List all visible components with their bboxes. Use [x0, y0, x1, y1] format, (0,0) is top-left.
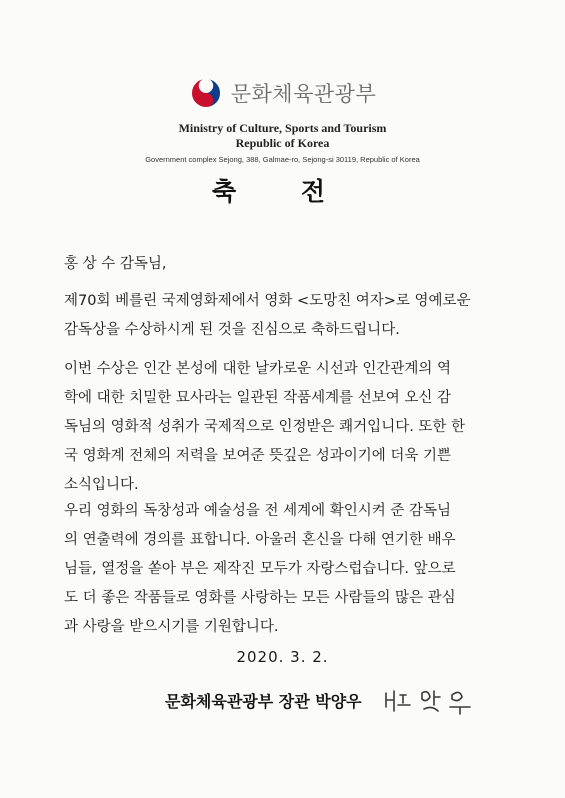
handwritten-signature	[380, 683, 480, 717]
paragraph-line: 소식입니다.	[64, 477, 139, 493]
paragraph-line: 과 사랑을 받으시기를 기원합니다.	[64, 619, 279, 635]
paragraph-line: 국 영화계 전체의 저력을 보여준 뜻깊은 성과이기에 더욱 기쁜	[64, 448, 452, 464]
paragraph-1	[64, 287, 526, 345]
paragraph-2	[64, 355, 526, 500]
paragraph-3	[64, 497, 526, 642]
signer-name: 문화체육관광부 장관 박양우	[165, 691, 362, 711]
paragraph-line: 이번 수상은 인간 본성에 대한 날카로운 시선과 인간관계의 역	[64, 361, 452, 377]
ministry-name-korean: 문화체육관광부	[230, 82, 377, 106]
paragraph-line: 독님의 영화적 성취가 국제적으로 인정받은 쾌거입니다. 또한 한	[64, 419, 466, 435]
signature-block	[165, 683, 480, 717]
paragraph-line: 님들, 열정을 쏟아 부은 제작진 모두가 자랑스럽습니다. 앞으로	[64, 561, 456, 577]
paragraph-line: 의 연출력에 경의를 표합니다. 아울러 혼신을 다해 연기한 배우	[64, 532, 456, 548]
ministry-country: Republic of Korea	[235, 136, 330, 150]
ministry-address: Government complex Sejong, 388, Galmae-ro, Sejong-si 30119, Republic of Korea	[145, 155, 420, 164]
salutation: 홍 상 수 감독님,	[64, 256, 167, 272]
paragraph-line: 감독상을 수상하시게 된 것을 진심으로 축하드립니다.	[64, 322, 400, 338]
paragraph-line: 우리 영화의 독창성과 예술성을 전 세계에 확인시켜 준 감독님	[64, 503, 452, 519]
document-title: 축 전	[211, 177, 353, 206]
document-date: 2020. 3. 2.	[236, 648, 329, 666]
taegeuk-emblem-icon	[189, 76, 223, 110]
ministry-name-english: Ministry of Culture, Sports and Tourism	[178, 121, 387, 135]
ministry-logo	[0, 76, 565, 110]
paragraph-line: 제70회 베를린 국제영화제에서 영화 <도망친 여자>로 영예로운	[64, 293, 471, 309]
paragraph-line: 학에 대한 치밀한 묘사라는 일관된 작품세계를 선보여 오신 감	[64, 390, 452, 406]
paragraph-line: 도 더 좋은 작품들로 영화를 사랑하는 모든 사람들의 많은 관심	[64, 590, 456, 606]
